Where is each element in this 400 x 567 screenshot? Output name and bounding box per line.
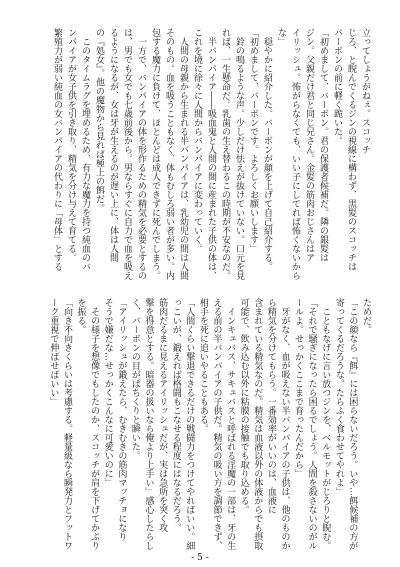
text-column: れば、一生懸命だ。乳歯の生え替わるこの時期が不安なのだ。 bbox=[220, 28, 230, 280]
text-column: ールよ。せっかくここまで育ったんだから」 bbox=[293, 298, 304, 478]
text-column: ーク重視で伸ばせばいい」 bbox=[48, 298, 59, 406]
text-column: ためだ。 bbox=[361, 298, 371, 334]
text-column: 立ってしょうがねぇ。スコッチ bbox=[360, 28, 370, 154]
text-column: 「向き不向きくらいは考慮する。軽量級なら瞬発力とフットワ bbox=[61, 298, 72, 550]
text-column: るようになるが、女は牙が生えるのが遅い上に、体は人間 bbox=[108, 28, 118, 262]
text-column: 「それで騒ぎになったら困るでしょう。人間を殺さないのがル bbox=[306, 298, 317, 550]
text-column: 一方で、バンパイアの体を形作るための精気を必要とするの bbox=[136, 28, 146, 280]
text-column: 可能で、飲み込む以外に粘膜の接触でも取り込める。 bbox=[238, 298, 249, 514]
text-column: イリッシュ。怖がらなくても、いい子にしてれば怖くないから bbox=[290, 28, 300, 280]
text-column: 繁殖力が弱い純血の女バンパイアの代わりに「母体」とする bbox=[52, 28, 62, 271]
text-column: 包する魔力に負けて、ほとんどは成人できずに死んでしまう。 bbox=[150, 28, 160, 280]
text-column: 相手を死に追いやることもある。 bbox=[197, 298, 208, 433]
page-number: - 5 - bbox=[191, 553, 209, 563]
text-column: を振る。 bbox=[75, 298, 86, 334]
text-column: バーボンの前に軽く跪いた。 bbox=[332, 28, 342, 145]
text-column: じろ、と睨んでくるジンの視線に構わず、黒髪のスコッチは bbox=[346, 28, 356, 271]
text-column: く、バーボンの目がぱちくりと瞬いた。 bbox=[129, 298, 140, 460]
text-column: これを境に徐々に人間からバンパイアに変わっていく。 bbox=[192, 28, 202, 253]
text-column: インキュバス、サキュバスと呼ばれる淫魔の一部は、牙の生 bbox=[225, 298, 236, 550]
text-column: その様子を想像でもしたのか、スコッチが肩を下げてかぶり bbox=[89, 298, 100, 550]
text-column: 撃を得意とする。暗器の扱いなら俺より上手い」感心したらし bbox=[143, 298, 154, 550]
text-column: な」 bbox=[276, 28, 286, 46]
text-column: 人間の母親から生まれる半バンパイアは、乳幼児の間は人間 bbox=[178, 28, 188, 280]
text-column: の『処女』。他の魔物から見れば極上の餌だ。 bbox=[94, 28, 104, 213]
text-block-bottom bbox=[45, 298, 372, 552]
text-column: 「アイリッシュが鍛えたら、むきむきの筋肉マッチョになり bbox=[116, 298, 127, 541]
text-column: このタイムラグを埋めるため、有力な魔力を持つ純血のバ bbox=[80, 28, 90, 271]
text-column: 「初めまして、バーボン。君の保護者候補だ。隣の銀髪は bbox=[318, 28, 328, 262]
text-column: 「人間くらい撃退できるだけの戦闘力をつけてやればいい。細 bbox=[184, 298, 195, 550]
text-column: は、男でも女でも七歳前後から。男ならすぐに自力で血を吸え bbox=[122, 28, 132, 280]
text-column: そのもの。血を吸うこともなく、体もむしろ弱い者が多い。内 bbox=[164, 28, 174, 280]
text-column: 鈴の鳴るような声。少しだけ怯えが抜けていない。口元を見 bbox=[234, 28, 244, 280]
text-column: 牙がなく、血が吸えない半バンパイアの子供は、他のものか bbox=[279, 298, 290, 550]
text-column: ジン。父親だけ君と同じ兄さん。金髪の筋肉おじさんはア bbox=[304, 28, 314, 262]
text-column: 「この顔なら『餌』には困らないだろう。いや…餌候補の方が bbox=[347, 298, 358, 550]
text-column: 含まれている精気なのだ。精気は血液以外の体液からでも摂取 bbox=[252, 298, 263, 550]
text-column: 「初めまして、バーボンです。よろしくお願いします」 bbox=[248, 28, 258, 253]
text-column: 筋肉だるまに見えるアイリッシュだが、実は急所を突く攻 bbox=[157, 298, 168, 532]
text-column: こともなげに言い放つジンを、ベルモットがじろりと睨む。 bbox=[320, 298, 331, 550]
text-block-top bbox=[50, 28, 372, 288]
text-column: っこいが、鍛えれば格闘もこなせる程度にはなるだろう。 bbox=[170, 298, 181, 532]
text-column: そうで嫌だな…せっかくこんなに可愛いのに」 bbox=[102, 298, 113, 487]
text-column: える前の半バンパイアの子供だ。精気の吸い方を調節できず、 bbox=[211, 298, 222, 550]
text-column: ンパイアが女子供を引き取り、精気を分け与えて育てる。 bbox=[66, 28, 76, 262]
text-column: 半バンパイア――吸血鬼と人間の間に産まれた子供の体は、 bbox=[206, 28, 216, 280]
text-column: 寄ってくるだろうな。たらふく食わせてやれよ」 bbox=[333, 298, 344, 496]
text-column: 穏やかに紹介した。バーボンが顔を上げて自己紹介する。 bbox=[262, 28, 272, 271]
text-column: ら精気を分けてもらう。一番効率がいいのは、血液に bbox=[265, 298, 276, 514]
